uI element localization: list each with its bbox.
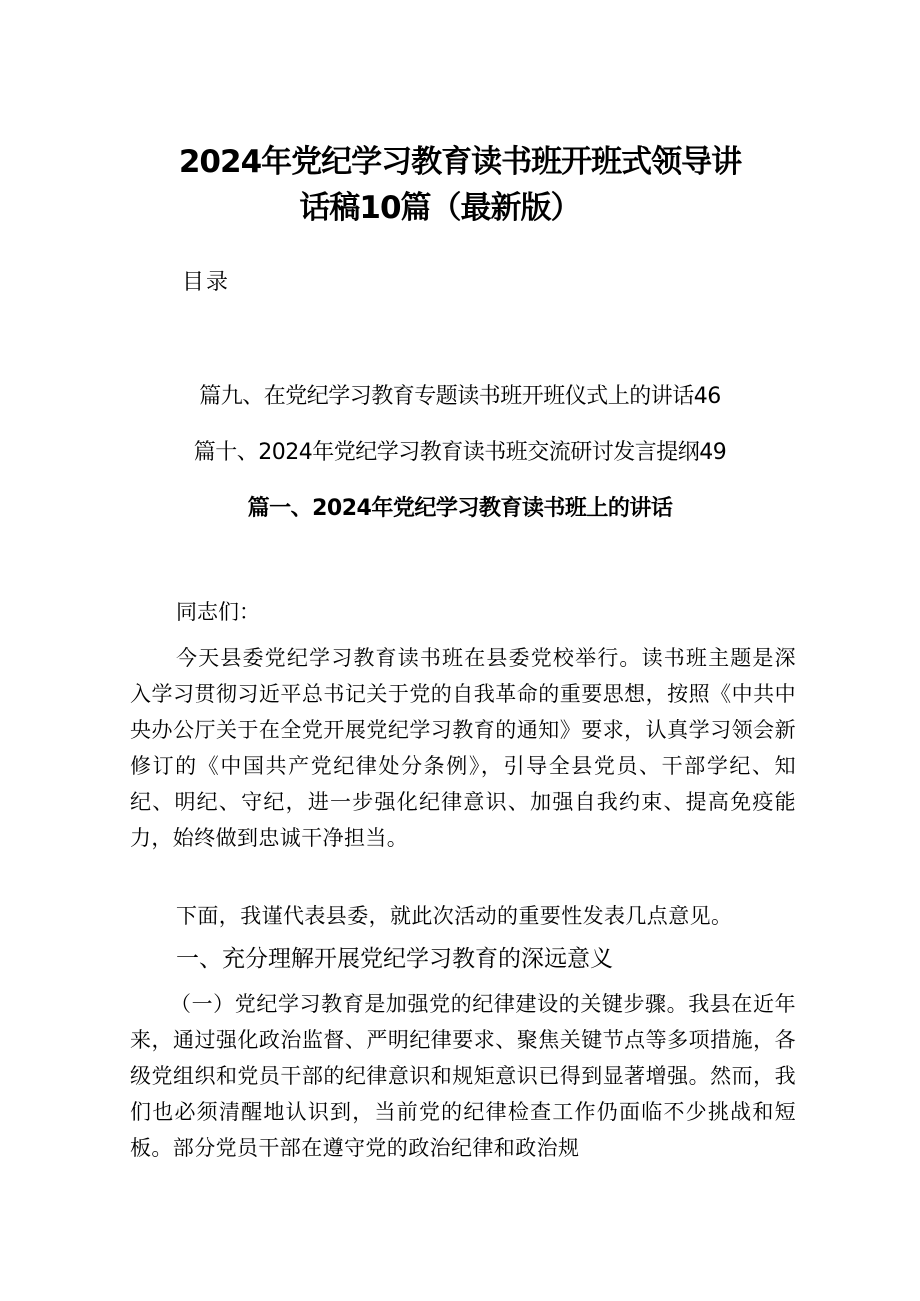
document-title-line-1: 2024年党纪学习教育读书班开班式领导讲 — [178, 144, 742, 180]
section-heading: 一、充分理解开展党纪学习教育的深远意义 — [176, 946, 613, 972]
sub-section-paragraph: （一）党纪学习教育是加强党的纪律建设的关键步骤。我县在近年来，通过强化政治监督、严明纪律要求、聚焦关键节点等多项措施，各级党组织和党员干部的纪律意识和规矩意识已得到显著增强。然而，我们也必须清醒地认识到，当前党的纪律检查工作仍面临不少挑战和短板。部分党员干部在遵守党的政治纪律和政治规 — [130, 992, 796, 1160]
toc-item: 篇十、2024年党纪学习教育读书班交流研讨发言提纲49 — [193, 440, 727, 465]
body-paragraph: 今天县委党纪学习教育读书班在县委党校举行。读书班主题是深入学习贯彻习近平总书记关于党的自我革命的重要思想，按照《中共中央办公厅关于在全党开展党纪学习教育的通知》要求，认真学习领会新修订的《中国共产党纪律处分条例》，引导全县党员、干部学纪、知纪、明纪、守纪，进一步强化纪律意识、加强自我约束、提高免疫能力，始终做到忠诚干净担当。 — [130, 646, 796, 850]
body-paragraph: 下面，我谨代表县委，就此次活动的重要性发表几点意见。 — [176, 904, 733, 928]
document-title-line-2: 话稿10篇（最新版） — [299, 190, 581, 226]
section-title: 篇一、2024年党纪学习教育读书班上的讲话 — [247, 496, 673, 521]
toc-item: 篇九、在党纪学习教育专题读书班开班仪式上的讲话46 — [199, 384, 721, 409]
greeting: 同志们： — [176, 600, 260, 624]
toc-label: 目录 — [182, 270, 231, 295]
